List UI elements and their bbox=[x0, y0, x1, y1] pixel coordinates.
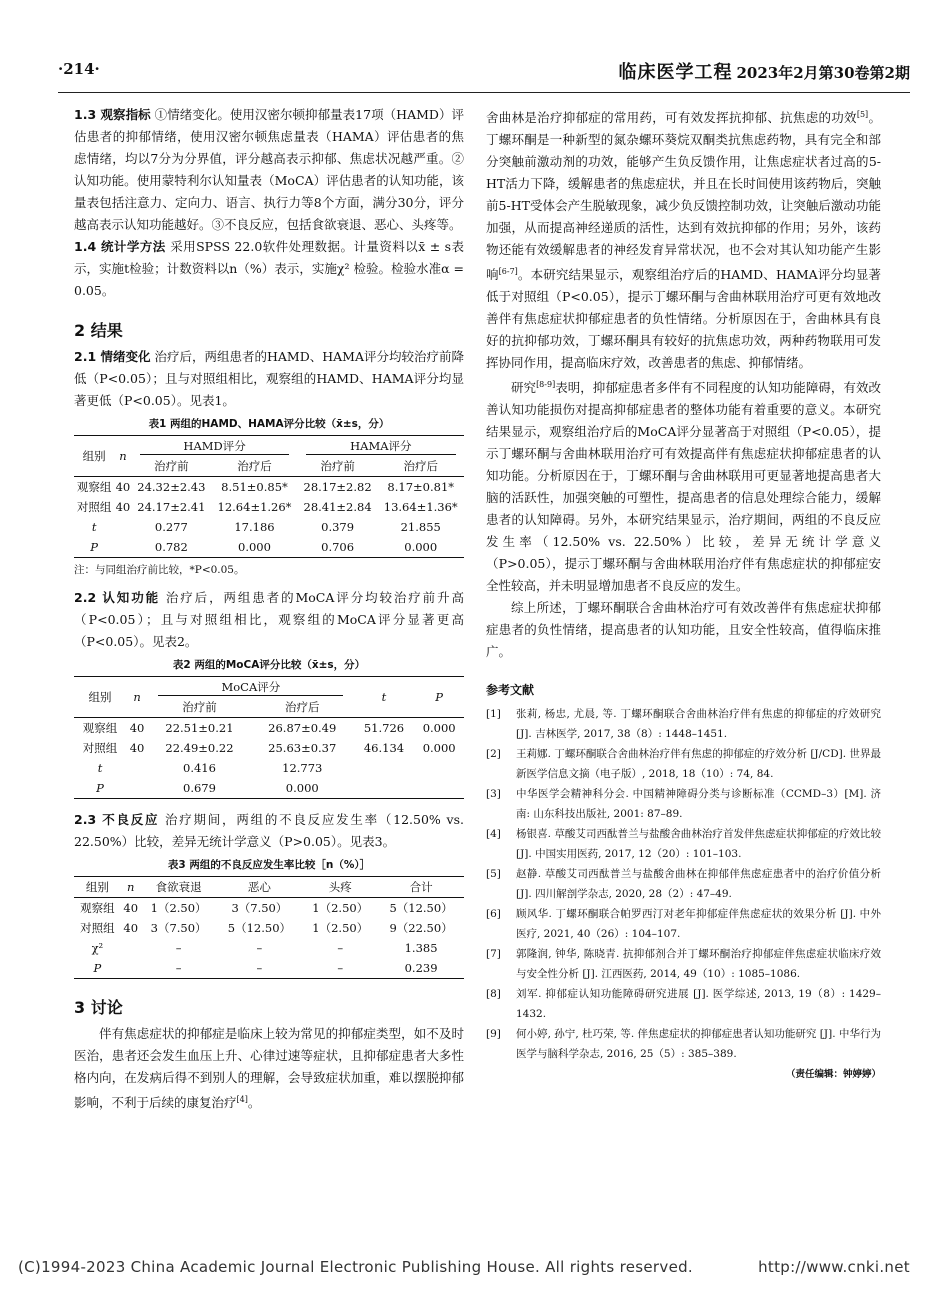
citation: [8-9] bbox=[536, 380, 556, 390]
table-row bbox=[74, 758, 464, 778]
table-1-note: 注：与同组治疗前比较，*P<0.05。 bbox=[74, 564, 245, 576]
table-cell bbox=[414, 758, 464, 778]
table-cell: 0.000 bbox=[251, 778, 354, 799]
table-cell: 28.17±2.82 bbox=[298, 477, 378, 498]
table-cell: 5（12.50） bbox=[378, 898, 464, 919]
table-cell: 26.87±0.49 bbox=[251, 718, 354, 739]
copyright-footer bbox=[18, 1258, 910, 1276]
citation: [6-7] bbox=[498, 267, 518, 277]
table-cell: 1.385 bbox=[404, 941, 438, 955]
table-cell: 0.000 bbox=[211, 537, 297, 558]
reference-text: 王莉娜. 丁螺环酮联合舍曲林治疗伴有焦虑的抑郁症的疗效分析 [J/CD]. 世界最新医学信息文摘（电子版）, 2018, 18（10）: 74, 84. bbox=[516, 748, 881, 781]
table-2-header-p: P bbox=[414, 677, 464, 718]
table-cell bbox=[121, 958, 141, 979]
table-cell: 21.855 bbox=[400, 520, 441, 534]
table-cell: 24.17±2.41 bbox=[137, 500, 206, 514]
table-cell: 0.679 bbox=[148, 778, 251, 799]
table-cell: t bbox=[91, 520, 97, 534]
table-cell: 0.379 bbox=[321, 520, 355, 534]
section-3-title: 3 讨论 bbox=[74, 998, 123, 1017]
table-3 bbox=[74, 876, 464, 979]
reference-text: 杨银喜. 草酸艾司西酞普兰与盐酸舍曲林治疗首发伴焦虑症状抑郁症的疗效比较 [J]. 中国实用医药, 2017, 12（20）: 101–103. bbox=[516, 828, 881, 861]
reference-item bbox=[486, 904, 881, 944]
table-1 bbox=[74, 435, 464, 558]
reference-number: [9] bbox=[486, 1028, 501, 1041]
table-cell: 3（7.50） bbox=[217, 898, 303, 919]
citation: [4] bbox=[236, 1095, 248, 1104]
citation: [5] bbox=[856, 110, 869, 119]
table-3-header: 合计 bbox=[378, 877, 464, 898]
table-cell bbox=[126, 758, 148, 778]
discussion-para-2 bbox=[486, 374, 881, 597]
table-cell: P bbox=[74, 537, 114, 558]
cnki-link[interactable]: http://www.cnki.net bbox=[758, 1258, 910, 1276]
table-cell: – bbox=[256, 941, 263, 955]
table-1-caption: 表1 两组的HAMD、HAMA评分比较（x̄±s，分） bbox=[148, 418, 390, 430]
table-cell: 51.726 bbox=[354, 718, 415, 739]
reference-item bbox=[486, 744, 881, 784]
table-cell: – bbox=[141, 958, 217, 979]
section-2-3 bbox=[74, 809, 464, 853]
table-cell: 0.000 bbox=[377, 537, 464, 558]
reference-number: [4] bbox=[486, 828, 501, 841]
reference-list bbox=[486, 704, 881, 1064]
right-column bbox=[486, 104, 881, 1080]
table-cell bbox=[126, 778, 148, 799]
table-cell: 12.773 bbox=[282, 761, 323, 775]
table-cell bbox=[114, 537, 131, 558]
table-cell: 观察组 bbox=[74, 718, 126, 739]
table-cell: P bbox=[74, 778, 126, 799]
table-cell: 对照组 bbox=[80, 921, 115, 935]
editor-credit: （责任编辑：钟婷婷） bbox=[785, 1069, 881, 1081]
section-2-2-body: 治疗后，两组患者的MoCA评分均较治疗前升高（P<0.05）；且与对照组相比，观察组的MoCA评分显著更高（P<0.05）。见表2。 bbox=[74, 590, 464, 649]
table-row bbox=[74, 477, 464, 498]
table-cell: 对照组 bbox=[82, 741, 118, 755]
table-row bbox=[74, 958, 464, 979]
section-1-4-heading: 1.4 统计学方法 bbox=[74, 239, 166, 254]
table-1-header-group: 组别 bbox=[74, 436, 114, 477]
table-cell: 0.782 bbox=[131, 537, 211, 558]
table-3-caption: 表3 两组的不良反应发生率比较［n（%）］ bbox=[167, 859, 371, 871]
section-1-4-body: 采用SPSS 22.0软件处理数据。计量资料以x̄ ± s表示，实施t检验；计数资料以n（%）表示，实施χ² 检验。检验水准α = 0.05。 bbox=[74, 239, 464, 298]
reference-item bbox=[486, 984, 881, 1024]
table-cell: 0.000 bbox=[414, 718, 464, 739]
table-cell: t bbox=[97, 761, 103, 775]
table-2 bbox=[74, 676, 464, 799]
table-cell: 8.51±0.85* bbox=[211, 477, 297, 498]
table-cell: 0.000 bbox=[422, 741, 456, 755]
table-2-caption: 表2 两组的MoCA评分比较（x̄±s，分） bbox=[172, 659, 366, 671]
references-heading: 参考文献 bbox=[486, 683, 535, 698]
table-1-header-hamd: HAMD评分 bbox=[131, 436, 297, 457]
section-3-end: 。 bbox=[247, 1095, 261, 1111]
reference-item bbox=[486, 784, 881, 824]
table-cell: 5（12.50） bbox=[227, 921, 292, 935]
table-row bbox=[74, 517, 464, 537]
table-cell: – bbox=[175, 941, 182, 955]
table-cell: P bbox=[74, 958, 121, 979]
reference-item bbox=[486, 944, 881, 984]
table-1-header-hama: HAMA评分 bbox=[298, 436, 464, 457]
reference-text: 赵静. 草酸艾司西酞普兰与盐酸舍曲林在抑郁伴焦虑症患者中的治疗价值分析 [J]. 四川解剖学杂志, 2020, 28（2）: 47–49. bbox=[516, 868, 881, 901]
table-row bbox=[74, 718, 464, 739]
table-cell: 40 bbox=[121, 898, 141, 919]
table-cell: 46.134 bbox=[363, 741, 405, 755]
table-2-header-before: 治疗前 bbox=[148, 697, 251, 718]
discussion-para-3: 综上所述，丁螺环酮联合舍曲林治疗可有效改善伴有焦虑症状抑郁症患者的负性情绪，提高患者的认知功能，且安全性较高，值得临床推广。 bbox=[486, 600, 881, 660]
section-2-2 bbox=[74, 587, 464, 653]
reference-number: [5] bbox=[486, 868, 501, 881]
left-column bbox=[74, 104, 464, 1114]
table-cell: 25.63±0.37 bbox=[268, 741, 337, 755]
section-2-1-body: 治疗后，两组患者的HAMD、HAMA评分均较治疗前降低（P<0.05）；且与对照组相比，观察组的HAMD、HAMA评分均显著更低（P<0.05）。见表1。 bbox=[74, 349, 464, 408]
table-2-header-t: t bbox=[354, 677, 415, 718]
discussion-para-1 bbox=[486, 104, 881, 374]
table-cell: 40 bbox=[126, 718, 148, 739]
reference-text: 中华医学会精神科分会. 中国精神障碍分类与诊断标准（CCMD–3）[M]. 济南: 山东科技出版社, 2001: 87–89. bbox=[516, 788, 881, 821]
table-cell: 0.277 bbox=[154, 520, 188, 534]
table-2-header-n: n bbox=[126, 677, 148, 718]
reference-text: 刘军. 抑郁症认知功能障碍研究进展 [J]. 医学综述, 2013, 19（8）: 1429–1432. bbox=[516, 988, 881, 1021]
page-header bbox=[58, 58, 910, 88]
table-3-header: 组别 bbox=[74, 877, 121, 898]
table-cell: 40 bbox=[115, 500, 131, 514]
section-1-3 bbox=[74, 104, 464, 236]
table-1-header-n: n bbox=[114, 436, 131, 477]
table-cell: 22.49±0.22 bbox=[165, 741, 234, 755]
table-cell: 28.41±2.84 bbox=[303, 500, 372, 514]
table-3-header: 恶心 bbox=[217, 877, 303, 898]
journal-name: 临床医学工程 bbox=[618, 62, 733, 83]
discussion-text: 。丁螺环酮是一种新型的氮杂螺环葵烷双酮类抗焦虑药物，具有完全和部分突触前激动剂的功效，能够产生负反馈作用，让焦虑症状者过高的5-HT活力下降，缓解患者的焦虑症状，并且在长时间使用该药物后，突触前5-HT受体会产生脱敏现象，减少负反馈控制功效，让突触后激动功能加强，从而提高神经递质的活性，达到有效抗抑郁的作用；另外，该药物还能有效缓解患者的神经发育异常状况，也不会对其认知功能产生影响 bbox=[486, 110, 881, 283]
table-cell: 3（7.50） bbox=[150, 921, 207, 935]
table-cell: 0.416 bbox=[183, 761, 216, 775]
reference-item bbox=[486, 864, 881, 904]
section-2-1-heading: 2.1 情绪变化 bbox=[74, 349, 151, 364]
reference-number: [8] bbox=[486, 988, 501, 1001]
section-1-3-body: ①情绪变化。使用汉密尔顿抑郁量表17项（HAMD）评估患者的抑郁情绪，使用汉密尔顿焦虑量表（HAMA）评估患者的焦虑情绪，均以7分为分界值，评分越高表示抑郁、焦虑状况越严重。②认知功能。使用蒙特利尔认知量表（MoCA）评估患者的认知功能，该量表包括注意力、定向力、语言、执行力等8个方面，满分30分，评分越高表示认知功能越好。③不良反应，包括食欲衰退、恶心、头疼等。 bbox=[74, 107, 464, 232]
table-cell: 40 bbox=[114, 477, 131, 498]
table-row bbox=[74, 778, 464, 799]
reference-text: 顾风华. 丁螺环酮联合帕罗西汀对老年抑郁症伴焦虑症状的效果分析 [J]. 中外医疗, 2021, 40（26）: 104–107. bbox=[516, 908, 881, 941]
table-cell bbox=[114, 517, 131, 537]
table-cell: 40 bbox=[123, 921, 139, 935]
table-2-header-moca: MoCA评分 bbox=[148, 677, 354, 698]
table-2-header-after: 治疗后 bbox=[251, 697, 354, 718]
table-row bbox=[74, 497, 464, 517]
table-cell: 8.17±0.81* bbox=[377, 477, 464, 498]
section-2-3-heading: 2.3 不良反应 bbox=[74, 812, 160, 827]
journal-issue: 2023年2月第30卷第2期 bbox=[736, 64, 910, 82]
table-cell bbox=[354, 778, 415, 799]
table-cell: – bbox=[337, 941, 344, 955]
table-cell bbox=[414, 778, 464, 799]
table-1-header-after: 治疗后 bbox=[211, 456, 297, 477]
reference-number: [2] bbox=[486, 748, 501, 761]
table-cell: 观察组 bbox=[74, 898, 121, 919]
table-3-header: 头疼 bbox=[302, 877, 378, 898]
table-row bbox=[74, 918, 464, 938]
discussion-text: 研究 bbox=[511, 380, 537, 396]
reference-item bbox=[486, 1024, 881, 1064]
reference-text: 张莉, 杨忠, 尤晨, 等. 丁螺环酮联合舍曲林治疗伴有焦虑的抑郁症的疗效研究 [J]. 吉林医学, 2017, 38（8）: 1448–1451. bbox=[516, 708, 881, 741]
reference-text: 郭隆润, 钟华, 陈晓青. 抗抑郁剂合并丁螺环酮治疗抑郁症伴焦虑症状临床疗效与安全性分析 [J]. 江西医药, 2014, 49（10）: 1085–1086. bbox=[516, 948, 881, 981]
table-cell: 对照组 bbox=[76, 500, 112, 514]
table-2-header-group: 组别 bbox=[74, 677, 126, 718]
section-1-4 bbox=[74, 236, 464, 302]
table-3-header: 食欲衰退 bbox=[141, 877, 217, 898]
discussion-text: 舍曲林是治疗抑郁症的常用药，可有效发挥抗抑郁、抗焦虑的功效 bbox=[486, 110, 857, 126]
table-cell: χ² bbox=[91, 941, 104, 955]
table-row bbox=[74, 938, 464, 958]
table-cell: 1（2.50） bbox=[302, 898, 378, 919]
journal-info bbox=[619, 58, 911, 84]
section-1-3-heading: 1.3 观察指标 bbox=[74, 107, 151, 122]
table-cell: 12.64±1.26* bbox=[217, 500, 292, 514]
table-cell: 0.239 bbox=[378, 958, 464, 979]
table-1-header-before: 治疗前 bbox=[131, 456, 211, 477]
reference-number: [7] bbox=[486, 948, 501, 961]
table-cell bbox=[121, 938, 141, 958]
discussion-text: 。本研究结果显示，观察组治疗后的HAMD、HAMA评分均显著低于对照组（P<0.05），提示丁螺环酮与舍曲林联用治疗可更有效地改善伴有焦虑症状抑郁症患者的负性情绪。分析原因在于，舍曲林具有良好的抗抑郁功效，丁螺环酮具有较好的抗焦虑功效，两种药物联用可发挥协同作用，提高临床疗效，改善患者的焦虑、抑郁情绪。 bbox=[486, 267, 881, 371]
section-2-2-heading: 2.2 认知功能 bbox=[74, 590, 160, 605]
table-1-header-after: 治疗后 bbox=[377, 456, 464, 477]
table-cell: – bbox=[302, 958, 378, 979]
reference-item bbox=[486, 824, 881, 864]
discussion-text: 表明，抑郁症患者多伴有不同程度的认知功能障碍，有效改善认知功能损伤对提高抑郁症患者的整体功能有着重要的意义。本研究结果显示，观察组治疗后的MoCA评分显著高于对照组（P<0.05），提示丁螺环酮与舍曲林联用治疗可有效提高伴有焦虑症状抑郁症患者的认知功能。分析原因在于，丁螺环酮与舍曲林联用可更显著地提高患者大脑的活跃性，加强突触的可塑性，提高患者的信息处理综合能力，缓解患者的认知障碍。另外，本研究结果显示，治疗期间，两组的不良反应发生率（12.50% vs. 22.50%）比较，差异无统计学意义（P>0.05），提示丁螺环酮与舍曲林联用治疗伴有焦虑症状的抑郁症安全性较高，并未明显增加患者不良反应的发生。 bbox=[486, 380, 881, 594]
section-3-body: 伴有焦虑症状的抑郁症是临床上较为常见的抑郁症类型，如不及时医治，患者还会发生血压上升、心律过速等症状，且抑郁症患者大多性格内向，在发病后得不到别人的理解，会导致症状加重，难以摆脱抑郁影响，不利于后续的康复治疗 bbox=[74, 1026, 464, 1111]
copyright-text: (C)1994-2023 China Academic Journal Electronic Publishing House. All rights reserved. bbox=[18, 1258, 693, 1276]
table-row bbox=[74, 537, 464, 558]
table-1-header-before: 治疗前 bbox=[298, 456, 378, 477]
table-cell: 22.51±0.21 bbox=[148, 718, 251, 739]
table-cell: – bbox=[217, 958, 303, 979]
reference-number: [3] bbox=[486, 788, 501, 801]
table-3-header: n bbox=[121, 877, 141, 898]
header-rule bbox=[58, 92, 910, 93]
table-cell: 0.706 bbox=[298, 537, 378, 558]
reference-number: [1] bbox=[486, 708, 501, 721]
section-2-3-body: 治疗期间，两组的不良反应发生率（12.50% vs. 22.50%）比较，差异无统计学意义（P>0.05）。见表3。 bbox=[74, 812, 464, 849]
table-cell: 24.32±2.43 bbox=[131, 477, 211, 498]
reference-number: [6] bbox=[486, 908, 501, 921]
table-cell: 9（22.50） bbox=[389, 921, 453, 935]
section-2-title: 2 结果 bbox=[74, 321, 123, 340]
section-3-para bbox=[74, 1023, 464, 1114]
table-cell: 17.186 bbox=[234, 520, 275, 534]
table-row bbox=[74, 898, 464, 919]
table-cell: 13.64±1.36* bbox=[383, 500, 458, 514]
reference-text: 何小婷, 孙宁, 杜巧荣, 等. 伴焦虑症状的抑郁症患者认知功能研究 [J]. 中华行为医学与脑科学杂志, 2016, 25（5）: 385–389. bbox=[516, 1028, 881, 1061]
table-cell: 40 bbox=[129, 741, 145, 755]
section-2-1 bbox=[74, 346, 464, 412]
table-cell: 1（2.50） bbox=[312, 921, 369, 935]
table-cell: 观察组 bbox=[74, 477, 114, 498]
reference-item bbox=[486, 704, 881, 744]
table-cell bbox=[354, 758, 415, 778]
table-cell: 1（2.50） bbox=[141, 898, 217, 919]
page-number: ·214· bbox=[58, 60, 100, 78]
table-row bbox=[74, 738, 464, 758]
